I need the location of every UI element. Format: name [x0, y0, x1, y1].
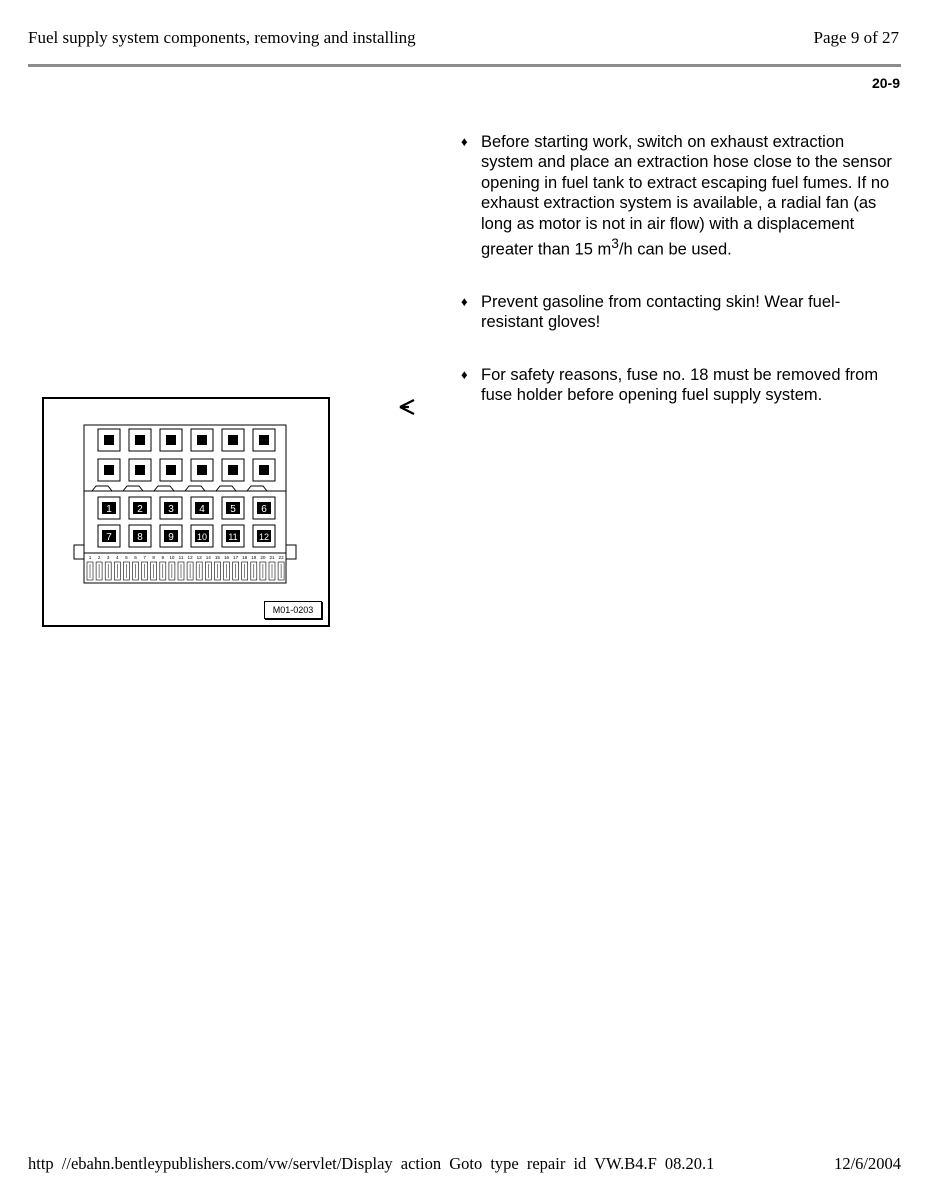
fuse-number: 5 [230, 504, 236, 515]
fuse-number: 6 [261, 504, 267, 515]
pin-number: 6 [134, 555, 137, 560]
document-title: Fuel supply system components, removing and installing [28, 28, 416, 47]
pin-number: 18 [242, 555, 248, 560]
pin-number: 21 [269, 555, 275, 560]
pin-number: 7 [143, 555, 146, 560]
pin-number: 2 [97, 555, 101, 560]
bullet-text: Prevent gasoline from contacting skin! Wear fuel-resistant gloves! [481, 292, 841, 332]
pin-number: 1 [88, 555, 92, 560]
fuse-contact [135, 435, 145, 445]
pin-number: 14 [205, 555, 211, 560]
left-tab [74, 545, 84, 559]
fuse-number: 4 [199, 504, 205, 515]
superscript: 3 [611, 236, 619, 252]
fuse-contact [135, 465, 145, 475]
fuse-number: 1 [106, 504, 112, 515]
page-number: Page 9 of 27 [813, 28, 899, 47]
figure-pointer-icon [398, 398, 418, 418]
fuse-contact [259, 465, 269, 475]
fuse-number: 7 [106, 532, 112, 543]
header-rule [28, 64, 901, 67]
fuse-contact [104, 465, 114, 475]
diamond-bullet-icon: ♦ [461, 293, 468, 309]
pin-number: 3 [106, 555, 110, 560]
fuse-number: 2 [137, 504, 143, 515]
fuse-contact [259, 435, 269, 445]
pin-number: 12 [187, 555, 193, 560]
fuse-number: 8 [137, 532, 143, 543]
footer-url: http //ebahn.bentleypublishers.com/vw/servlet/Display action Goto type repair id VW.B4.F 08.20.1 [28, 1154, 715, 1173]
pin-number: 17 [233, 555, 239, 560]
pin-number: 5 [125, 555, 128, 560]
list-item [459, 292, 899, 333]
pin-number: 8 [152, 555, 155, 560]
fuse-number: 11 [228, 532, 238, 542]
pin-number: 15 [214, 555, 220, 560]
diamond-bullet-icon: ♦ [461, 134, 468, 149]
footer-date: 12/6/2004 [834, 1154, 901, 1173]
list-item [459, 132, 899, 260]
fuse-contact [166, 465, 176, 475]
fuse-contact [104, 435, 114, 445]
right-tab [286, 545, 296, 559]
instruction-list [459, 132, 899, 438]
fuse-contact [197, 465, 207, 475]
pin-number: 4 [116, 555, 119, 560]
diamond-bullet-icon: ♦ [461, 366, 468, 382]
fuse-contact [166, 435, 176, 445]
fuse-number: 3 [168, 504, 174, 515]
fuse-holder-figure [42, 397, 330, 627]
pin-number: 22 [278, 555, 284, 560]
section-number: 20-9 [871, 75, 900, 91]
pin-number: 9 [161, 555, 165, 560]
pin-number: 11 [178, 555, 184, 560]
fuse-contact [228, 435, 238, 445]
fuse-number: 10 [196, 532, 208, 542]
fuse-contact [228, 465, 238, 475]
pin-number: 19 [251, 555, 257, 560]
fuse-number: 12 [258, 532, 270, 542]
pin-number: 13 [196, 555, 202, 560]
bullet-text: Before starting work, switch on exhaust extraction system and place an extraction hose close to the sensor opening in fuel tank to extract escaping fuel fumes. If no exhaust extraction system is available, a radial fan (as long as motor is not in air flow) with a displacement greater than 15 m [481, 133, 892, 259]
bullet-text-end: /h can be used. [618, 240, 732, 259]
bullet-text: For safety reasons, fuse no. 18 must be removed from fuse holder before opening fuel supply system. [481, 365, 879, 405]
pin-number: 16 [223, 555, 230, 560]
list-item [459, 365, 899, 406]
fuse-contact [197, 435, 207, 445]
pin-number: 20 [260, 555, 266, 560]
pin-number: 10 [169, 555, 175, 560]
figure-label: M01-0203 [264, 601, 322, 619]
fuse-number: 9 [168, 532, 174, 543]
fuse-holder-diagram [44, 399, 328, 625]
